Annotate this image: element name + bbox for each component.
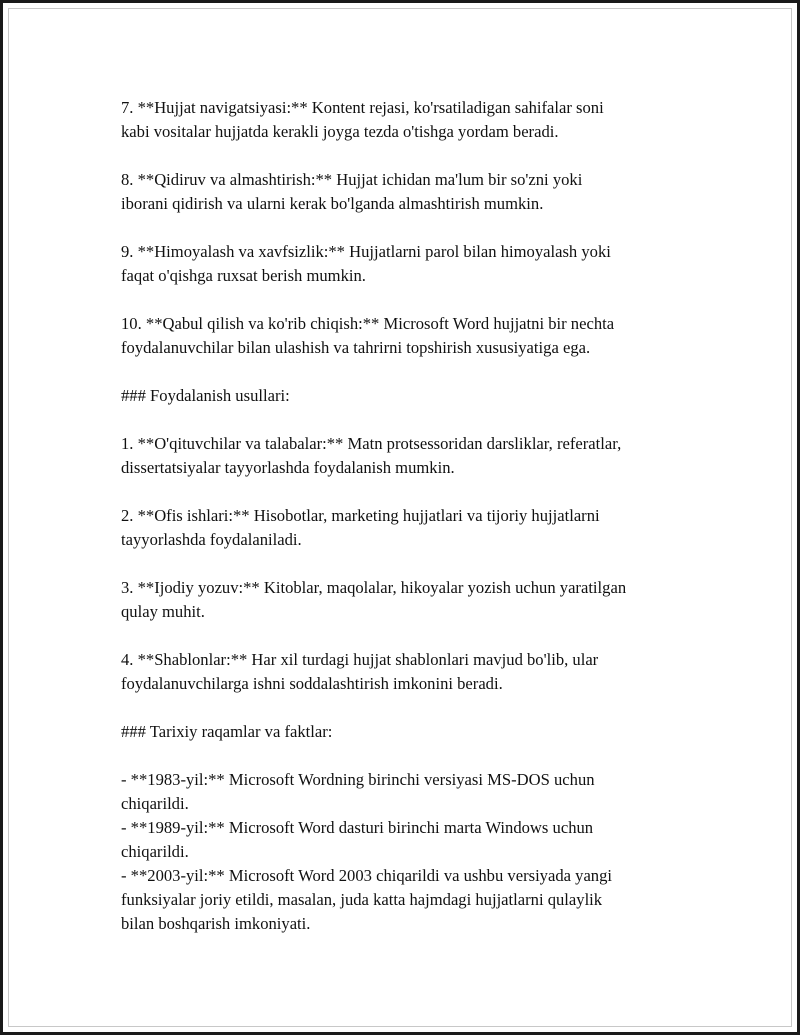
text-line: iborani qidirish va ularni kerak bo'lganda almashtirish mumkin. [121, 194, 544, 213]
paragraph-templates [121, 648, 721, 696]
text-line: 9. **Himoyalash va xavfsizlik:** Hujjatlarni parol bilan himoyalash yoki [121, 242, 611, 261]
paragraph-office [121, 504, 721, 552]
document-body [121, 96, 721, 936]
text-line: foydalanuvchilar bilan ulashish va tahrirni topshirish xususiyatiga ega. [121, 338, 591, 357]
paragraph-navigation [121, 96, 721, 144]
text-line: qulay muhit. [121, 602, 205, 621]
list-item-line: funksiyalar joriy etildi, masalan, juda katta hajmdagi hujjatlarni qulaylik [121, 890, 603, 909]
paragraph-teachers [121, 432, 721, 480]
paragraph-creative-writing [121, 576, 721, 624]
heading-line: ### Foydalanish usullari: [121, 386, 290, 405]
list-item-line: bilan boshqarish imkoniyati. [121, 914, 311, 933]
list-item-line: - **1989-yil:** Microsoft Word dasturi birinchi marta Windows uchun [121, 818, 594, 837]
section-heading-usage [121, 384, 721, 408]
text-line: 1. **O'qituvchilar va talabalar:** Matn protsessoridan darsliklar, referatlar, [121, 434, 622, 453]
section-heading-history [121, 720, 721, 744]
text-line: kabi vositalar hujjatda kerakli joyga tezda o'tishga yordam beradi. [121, 122, 559, 141]
list-item-line: chiqarildi. [121, 842, 189, 861]
list-item-line: - **2003-yil:** Microsoft Word 2003 chiqarildi va ushbu versiyada yangi [121, 866, 613, 885]
text-line: 4. **Shablonlar:** Har xil turdagi hujjat shablonlari mavjud bo'lib, ular [121, 650, 599, 669]
text-line: tayyorlashda foydalaniladi. [121, 530, 302, 549]
history-list [121, 768, 721, 936]
text-line: faqat o'qishga ruxsat berish mumkin. [121, 266, 366, 285]
heading-line: ### Tarixiy raqamlar va faktlar: [121, 722, 333, 741]
text-line: 10. **Qabul qilish va ko'rib chiqish:** Microsoft Word hujjatni bir nechta [121, 314, 615, 333]
paragraph-search-replace [121, 168, 721, 216]
text-line: dissertatsiyalar tayyorlashda foydalanish mumkin. [121, 458, 455, 477]
text-line: 3. **Ijodiy yozuv:** Kitoblar, maqolalar, hikoyalar yozish uchun yaratilgan [121, 578, 627, 597]
list-item-line: chiqarildi. [121, 794, 189, 813]
paragraph-review [121, 312, 721, 360]
text-line: foydalanuvchilarga ishni soddalashtirish imkonini beradi. [121, 674, 503, 693]
text-line: 7. **Hujjat navigatsiyasi:** Kontent rejasi, ko'rsatiladigan sahifalar soni [121, 98, 604, 117]
paragraph-security [121, 240, 721, 288]
text-line: 8. **Qidiruv va almashtirish:** Hujjat ichidan ma'lum bir so'zni yoki [121, 170, 583, 189]
list-item-line: - **1983-yil:** Microsoft Wordning birinchi versiyasi MS-DOS uchun [121, 770, 595, 789]
text-line: 2. **Ofis ishlari:** Hisobotlar, marketing hujjatlari va tijoriy hujjatlarni [121, 506, 600, 525]
